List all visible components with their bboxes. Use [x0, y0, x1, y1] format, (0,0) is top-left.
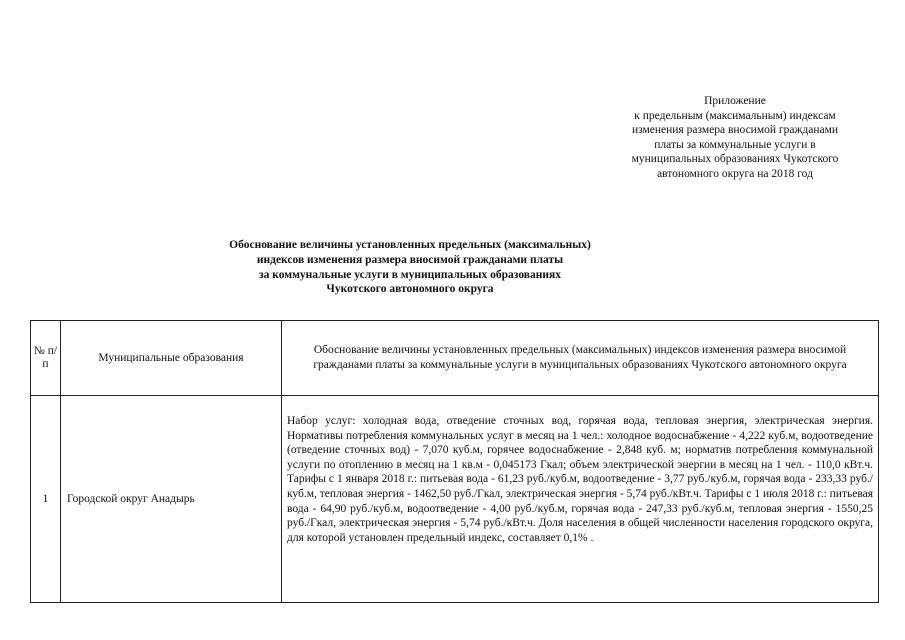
table-header-row — [31, 321, 879, 396]
title-line: индексов изменения размера вносимой гражданами платы — [256, 253, 564, 266]
header-num: № п/п — [31, 321, 61, 396]
appendix-line: к предельным (максимальным) индексам — [634, 109, 836, 122]
title-line: за коммунальные услуги в муниципальных образованиях — [259, 268, 561, 281]
appendix-line: муниципальных образованиях Чукотского — [631, 153, 839, 166]
table-row — [31, 396, 879, 603]
row-num: 1 — [31, 396, 61, 603]
document-title — [160, 238, 660, 297]
header-municipality: Муниципальные образования — [61, 321, 282, 396]
appendix-line: автономного округа на 2018 год — [657, 167, 813, 180]
appendix-note — [600, 94, 870, 182]
title-line: Обоснование величины установленных предельных (максимальных) — [229, 239, 591, 251]
appendix-line: Приложение — [704, 95, 766, 107]
title-line: Чукотского автономного округа — [326, 283, 494, 296]
appendix-line: изменения размера вносимой гражданами — [631, 124, 839, 137]
row-municipality: Городской округ Анадырь — [61, 396, 282, 603]
appendix-line: платы за коммунальные услуги в — [654, 138, 816, 151]
row-justification: Набор услуг: холодная вода, отведение сточных вод, горячая вода, тепловая энергия, электрическая энергия. Нормативы потребления коммунальных услуг в месяц на 1 чел.: холодное водоснабжение - 4,222 куб.м, водоотведение (отведение сточных вод) - 7,070 куб.м, горячее водоснабжение - 2,848 куб. м; норматив потребления коммунальной услуги по отоплению в месяц на 1 кв.м - 0,045173 Гкал; объем электрической энергии в месяц на 1 чел. - 110,0 кВт.ч. Тарифы с 1 января 2018 г.: питьевая вода - 61,23 руб./куб.м, водоотведение - 3,77 руб./куб.м, горячая вода - 233,33 руб./куб.м, тепловая энергия - 1462,50 руб./Гкал, электрическая энергия - 5,74 руб./кВт.ч. Тарифы с 1 июля 2018 г.: питьевая вода - 64,90 руб./куб.м, водоотведение - 4,00 руб./куб.м, горячая вода - 247,33 руб./куб.м, тепловая энергия - 1550,25 руб./Гкал, электрическая энергия - 5,74 руб./кВт.ч. Доля населения в общей численности населения городского округа, для которой установлен предельный индекс, составляет 0,1% . — [282, 396, 879, 603]
justification-table — [30, 320, 879, 603]
header-justification: Обоснование величины установленных предельных (максимальных) индексов изменения размера вносимой гражданами платы за коммунальные услуги в муниципальных образованиях Чукотского автономного округа — [282, 321, 879, 396]
